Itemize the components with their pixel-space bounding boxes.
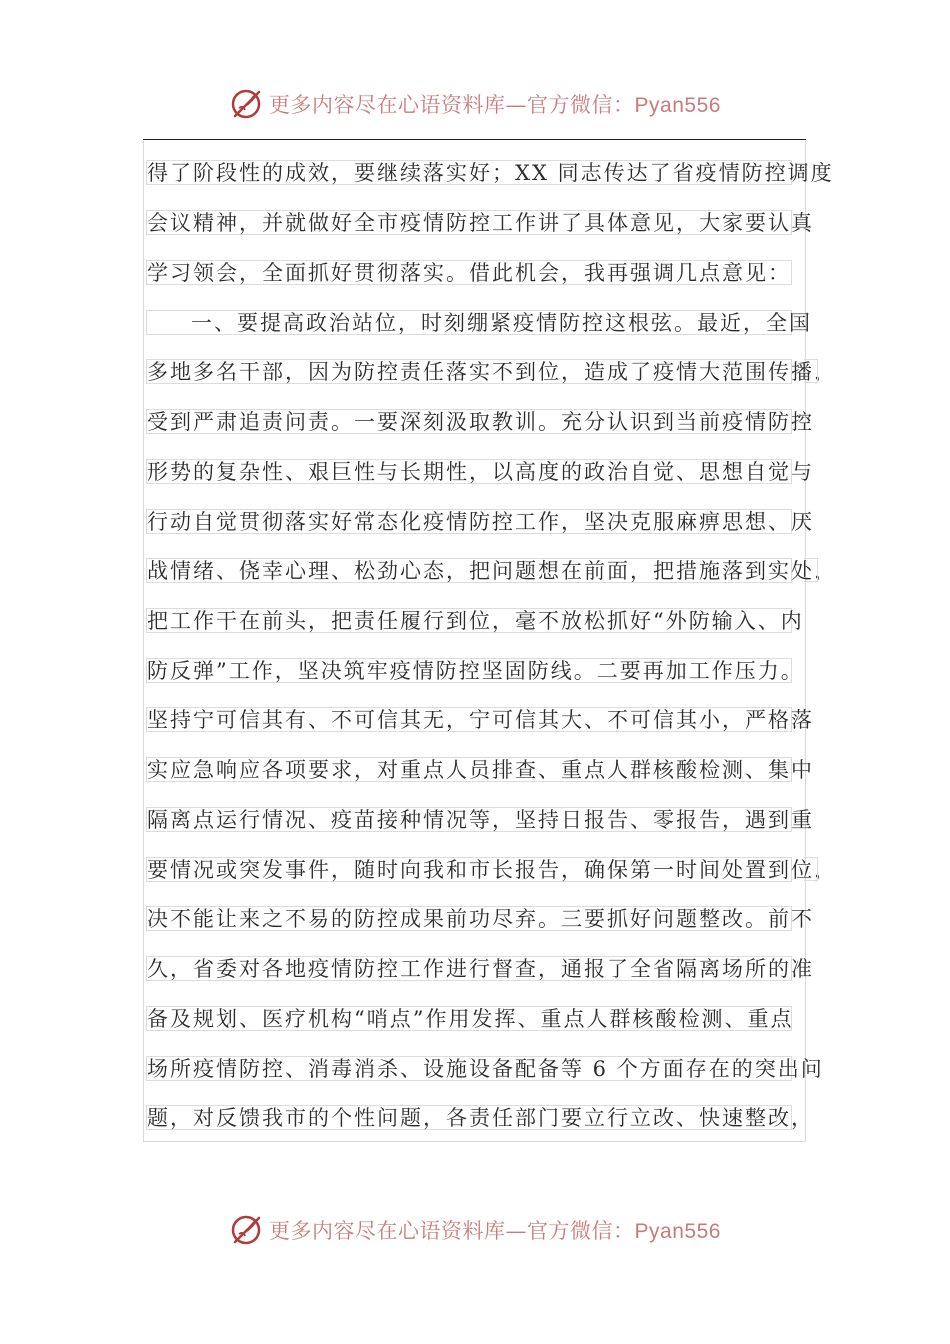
page-frame: [143, 141, 837, 1142]
text-line: 备及规划、医疗机构“哨点”作用发挥、重点人群核酸检测、重点: [147, 1007, 794, 1031]
overflow-mark: [804, 558, 818, 582]
text-line: 隔离点运行情况、疫苗接种情况等，坚持日报告、零报告，遇到重: [147, 808, 814, 832]
quill-logo-icon: [229, 86, 265, 122]
overflow-mark: [804, 857, 818, 881]
footer-banner: [0, 1210, 950, 1250]
wechat-id: Pyan556: [634, 94, 721, 117]
text-line: 要情况或突发事件，随时向我和市长报告，确保第一时间处置到位，: [147, 858, 837, 882]
banner-label: 更多内容尽在心语资料库—官方微信：: [269, 93, 635, 117]
text-line: 把工作干在前头，把责任履行到位，毫不放松抓好“外防输入、内: [147, 609, 804, 633]
header-banner: [0, 84, 950, 124]
quill-logo-icon: [229, 1212, 265, 1248]
text-line: 决不能让来之不易的防控成果前功尽弃。三要抓好问题整改。前不: [147, 907, 814, 931]
text-line: 会议精神，并就做好全市疫情防控工作讲了具体意见，大家要认真: [147, 211, 814, 235]
banner-text: [269, 1215, 721, 1245]
text-line: 实应急响应各项要求，对重点人员排查、重点人群核酸检测、集中: [147, 758, 814, 782]
banner-text: [269, 89, 721, 119]
banner-label: 更多内容尽在心语资料库—官方微信：: [269, 1219, 635, 1243]
text-line: 形势的复杂性、艰巨性与长期性，以高度的政治自觉、思想自觉与: [147, 460, 814, 484]
text-line: 受到严肃追责问责。一要深刻汲取教训。充分认识到当前疫情防控: [147, 410, 814, 434]
text-line: 学习领会，全面抓好贯彻落实。借此机会，我再强调几点意见：: [147, 261, 791, 285]
text-line: 防反弹”工作，坚决筑牢疫情防控坚固防线。二要再加工作压力。: [147, 659, 804, 683]
text-line: 得了阶段性的成效，要继续落实好；XX 同志传达了省疫情防控调度: [147, 161, 834, 185]
header-rule: [143, 139, 806, 140]
text-line: 题，对反馈我市的个性问题，各责任部门要立行立改、快速整改，: [147, 1106, 814, 1130]
text-line: 多地多名干部，因为防控责任落实不到位，造成了疫情大范围传播，: [147, 360, 837, 384]
text-line: 一、要提高政治站位，时刻绷紧疫情防控这根弦。最近，全国: [146, 310, 792, 335]
text-line: 久，省委对各地疫情防控工作进行督查，通报了全省隔离场所的准: [147, 957, 814, 981]
text-line: 坚持宁可信其有、不可信其无，宁可信其大、不可信其小，严格落: [147, 708, 814, 732]
overflow-mark: [804, 359, 818, 383]
text-line: 战情绪、侥幸心理、松劲心态，把问题想在前面，把措施落到实处，: [147, 559, 837, 583]
text-line: 场所疫情防控、消毒消杀、设施设备配备等 6 个方面存在的突出问: [147, 1057, 824, 1081]
text-line: 行动自觉贯彻落实好常态化疫情防控工作，坚决克服麻痹思想、厌: [147, 510, 814, 534]
wechat-id: Pyan556: [634, 1220, 721, 1243]
